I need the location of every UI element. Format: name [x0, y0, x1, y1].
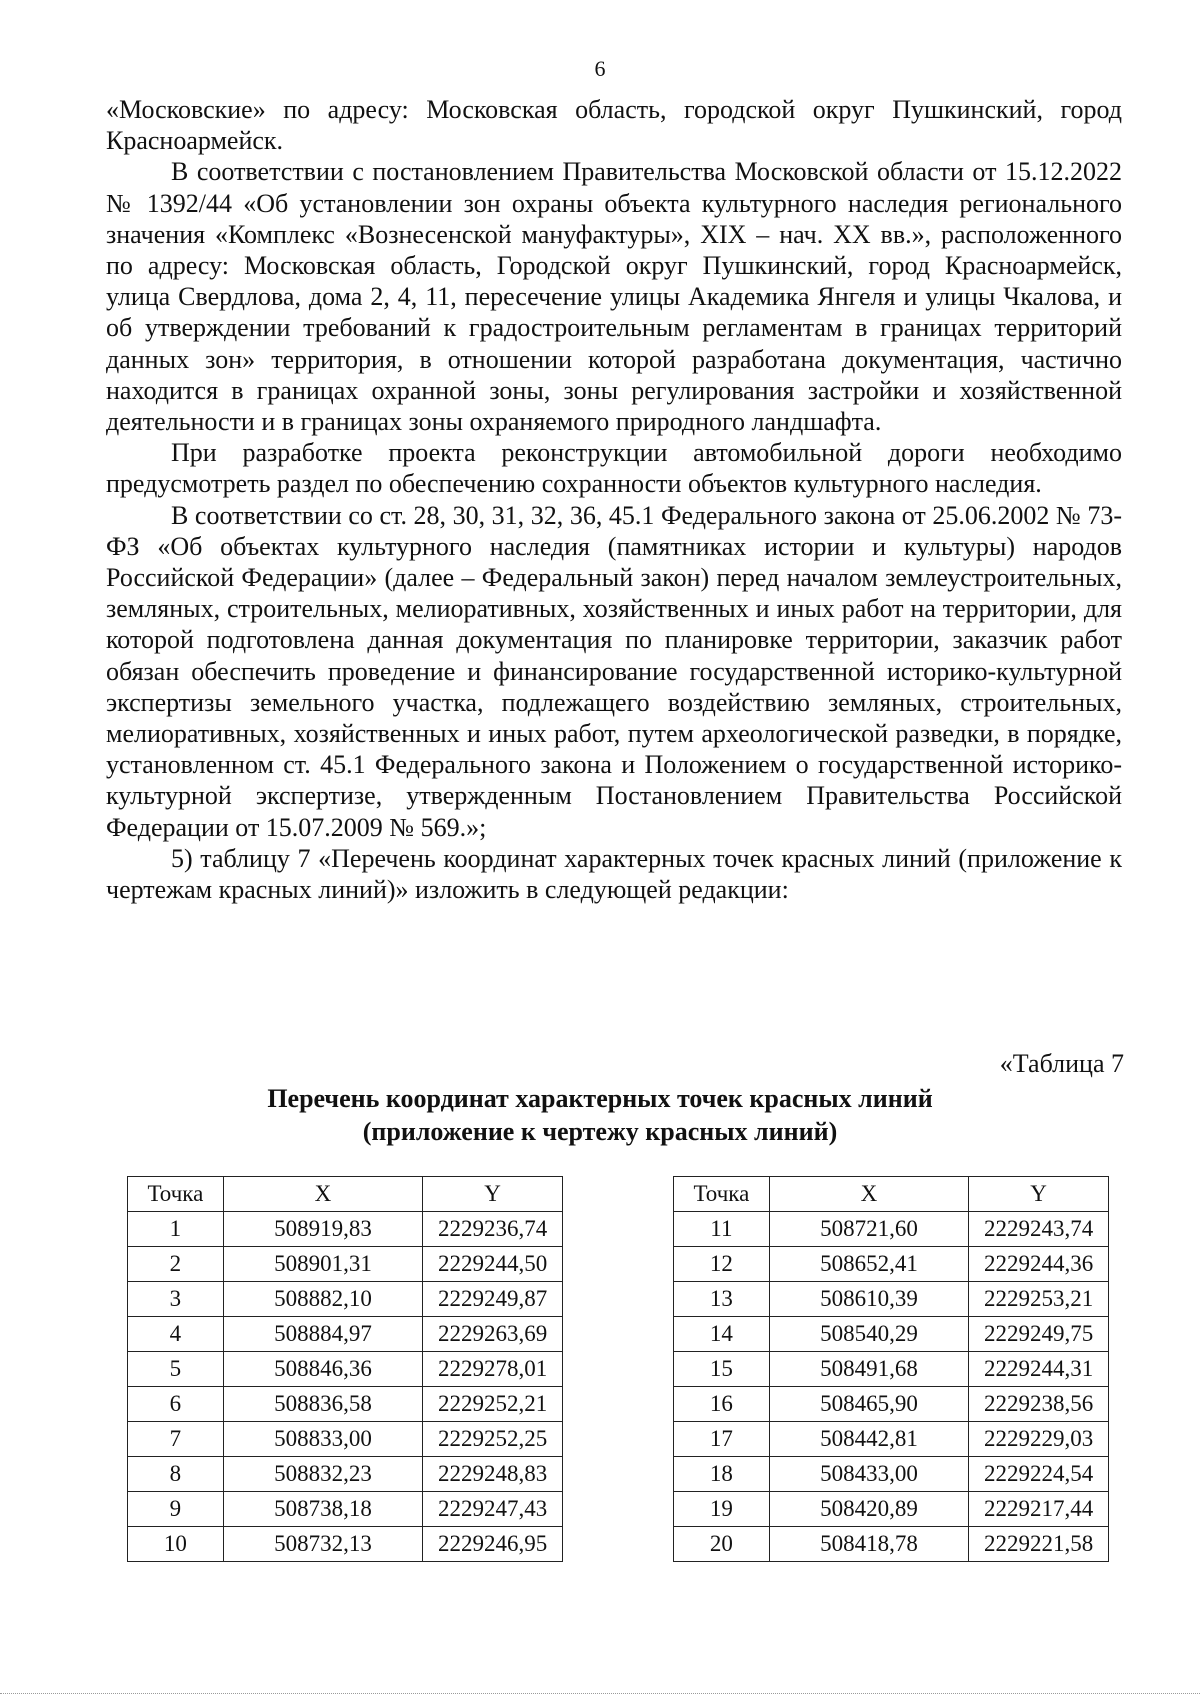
cell-point: 16 [674, 1387, 770, 1422]
table-row [674, 1212, 1109, 1247]
coordinates-table-right [673, 1176, 1109, 1562]
cell-x: 508738,18 [223, 1492, 422, 1527]
header-y: Y [969, 1177, 1109, 1212]
paragraph-protection-zones: В соответствии с постановлением Правительства Московской области от 15.12.2022 № 1392/44 «Об установлении зон охраны объекта культурного наследия регионального значения «Комплекс «Вознесенской мануфактуры», XIX – нач. XX вв.», расположенного по адресу: Московская область, Городской округ Пушкинский, город Красноармейск, улица Свердлова, дома 2, 4, 11, пересечение улицы Академика Янгеля и улицы Чкалова, и об утверждении требований к градостроительным регламентам в границах территорий данных зон» территория, в отношении которой разработана документация, частично находится в границах охранной зоны, зоны регулирования застройки и хозяйственной деятельности и в границах зоны охраняемого природного ландшафта. [106, 157, 1122, 437]
cell-point: 5 [128, 1352, 224, 1387]
table-header-row [128, 1177, 563, 1212]
table-title-line-2: (приложение к чертежу красных линий) [362, 1117, 838, 1146]
cell-point: 18 [674, 1457, 770, 1492]
cell-y: 2229244,50 [423, 1247, 563, 1282]
cell-y: 2229238,56 [969, 1387, 1109, 1422]
cell-x: 508418,78 [769, 1527, 968, 1562]
cell-y: 2229236,74 [423, 1212, 563, 1247]
header-y: Y [423, 1177, 563, 1212]
cell-x: 508420,89 [769, 1492, 968, 1527]
table-row [674, 1387, 1109, 1422]
header-x: X [769, 1177, 968, 1212]
cell-x: 508721,60 [769, 1212, 968, 1247]
table-row [128, 1387, 563, 1422]
cell-x: 508836,58 [223, 1387, 422, 1422]
table-row [128, 1282, 563, 1317]
cell-y: 2229248,83 [423, 1457, 563, 1492]
cell-x: 508833,00 [223, 1422, 422, 1457]
cell-point: 7 [128, 1422, 224, 1457]
scan-edge-line [0, 1693, 1200, 1695]
header-x: X [223, 1177, 422, 1212]
cell-point: 1 [128, 1212, 224, 1247]
cell-x: 508433,00 [769, 1457, 968, 1492]
cell-x: 508732,13 [223, 1527, 422, 1562]
cell-x: 508442,81 [769, 1422, 968, 1457]
paragraph-table-amendment: 5) таблицу 7 «Перечень координат характерных точек красных линий (приложение к чертежам красных линий)» изложить в следующей редакции: [106, 843, 1122, 905]
table-row [674, 1422, 1109, 1457]
cell-y: 2229244,31 [969, 1352, 1109, 1387]
cell-y: 2229229,03 [969, 1422, 1109, 1457]
coordinates-table-left [127, 1176, 563, 1562]
table-row [128, 1317, 563, 1352]
cell-point: 4 [128, 1317, 224, 1352]
cell-point: 20 [674, 1527, 770, 1562]
cell-x: 508540,29 [769, 1317, 968, 1352]
cell-y: 2229253,21 [969, 1282, 1109, 1317]
cell-y: 2229249,87 [423, 1282, 563, 1317]
cell-point: 19 [674, 1492, 770, 1527]
table-row [674, 1247, 1109, 1282]
cell-x: 508846,36 [223, 1352, 422, 1387]
cell-x: 508919,83 [223, 1212, 422, 1247]
table-title-line-1: Перечень координат характерных точек красных линий [267, 1084, 933, 1113]
cell-point: 12 [674, 1247, 770, 1282]
table-row [674, 1352, 1109, 1387]
cell-x: 508652,41 [769, 1247, 968, 1282]
header-point: Точка [128, 1177, 224, 1212]
table-title [0, 1082, 1200, 1148]
cell-y: 2229217,44 [969, 1492, 1109, 1527]
cell-x: 508882,10 [223, 1282, 422, 1317]
table-row [128, 1247, 563, 1282]
table-body [128, 1212, 563, 1562]
table-row [128, 1212, 563, 1247]
cell-y: 2229244,36 [969, 1247, 1109, 1282]
cell-y: 2229247,43 [423, 1492, 563, 1527]
cell-point: 3 [128, 1282, 224, 1317]
table-row [128, 1492, 563, 1527]
table-row [674, 1527, 1109, 1562]
cell-x: 508901,31 [223, 1247, 422, 1282]
cell-y: 2229252,25 [423, 1422, 563, 1457]
cell-x: 508884,97 [223, 1317, 422, 1352]
cell-point: 17 [674, 1422, 770, 1457]
table-row [674, 1282, 1109, 1317]
cell-y: 2229221,58 [969, 1527, 1109, 1562]
table-row [674, 1492, 1109, 1527]
cell-y: 2229263,69 [423, 1317, 563, 1352]
cell-x: 508465,90 [769, 1387, 968, 1422]
table-row [674, 1317, 1109, 1352]
table-body [674, 1212, 1109, 1562]
cell-y: 2229249,75 [969, 1317, 1109, 1352]
cell-point: 9 [128, 1492, 224, 1527]
cell-point: 6 [128, 1387, 224, 1422]
cell-point: 15 [674, 1352, 770, 1387]
table-row [128, 1352, 563, 1387]
cell-y: 2229243,74 [969, 1212, 1109, 1247]
cell-point: 14 [674, 1317, 770, 1352]
page-number: 6 [594, 56, 606, 81]
paragraph-project-requirement: При разработке проекта реконструкции автомобильной дороги необходимо предусмотреть раздел по обеспечению сохранности объектов культурного наследия. [106, 438, 1122, 499]
cell-point: 13 [674, 1282, 770, 1317]
table-row [128, 1422, 563, 1457]
cell-y: 2229252,21 [423, 1387, 563, 1422]
paragraph-federal-law: В соответствии со ст. 28, 30, 31, 32, 36, 45.1 Федерального закона от 25.06.2002 № 73-ФЗ «Об объектах культурного наследия (памятниках истории и культуры) народов Российской Федерации» (далее – Федеральный закон) перед началом землеустроительных, земляных, строительных, мелиоративных, хозяйственных и иных работ на территории, для которой подготовлена данная документация по планировке территории, заказчик работ обязан обеспечить проведение и финансирование государственной историко-культурной экспертизы земельного участка, подлежащего воздействию земляных, строительных, мелиоративных, хозяйственных и иных работ, путем археологической разведки, в порядке, установленном ст. 45.1 Федерального закона и Положением о государственной историко-культурной экспертизе, утвержденным Постановлением Правительства Российской Федерации от 15.07.2009 № 569.»; [106, 500, 1122, 842]
cell-y: 2229246,95 [423, 1527, 563, 1562]
cell-point: 10 [128, 1527, 224, 1562]
cell-x: 508610,39 [769, 1282, 968, 1317]
cell-x: 508832,23 [223, 1457, 422, 1492]
header-point: Точка [674, 1177, 770, 1212]
paragraph-continuation: «Московские» по адресу: Московская область, городской округ Пушкинский, город Красноармейск. [106, 95, 1122, 156]
table-label: «Таблица 7 [999, 1049, 1124, 1078]
cell-point: 2 [128, 1247, 224, 1282]
cell-y: 2229224,54 [969, 1457, 1109, 1492]
document-body [106, 94, 1122, 905]
table-header-row [674, 1177, 1109, 1212]
cell-point: 11 [674, 1212, 770, 1247]
cell-y: 2229278,01 [423, 1352, 563, 1387]
table-row [128, 1457, 563, 1492]
cell-x: 508491,68 [769, 1352, 968, 1387]
table-row [674, 1457, 1109, 1492]
cell-point: 8 [128, 1457, 224, 1492]
table-row [128, 1527, 563, 1562]
